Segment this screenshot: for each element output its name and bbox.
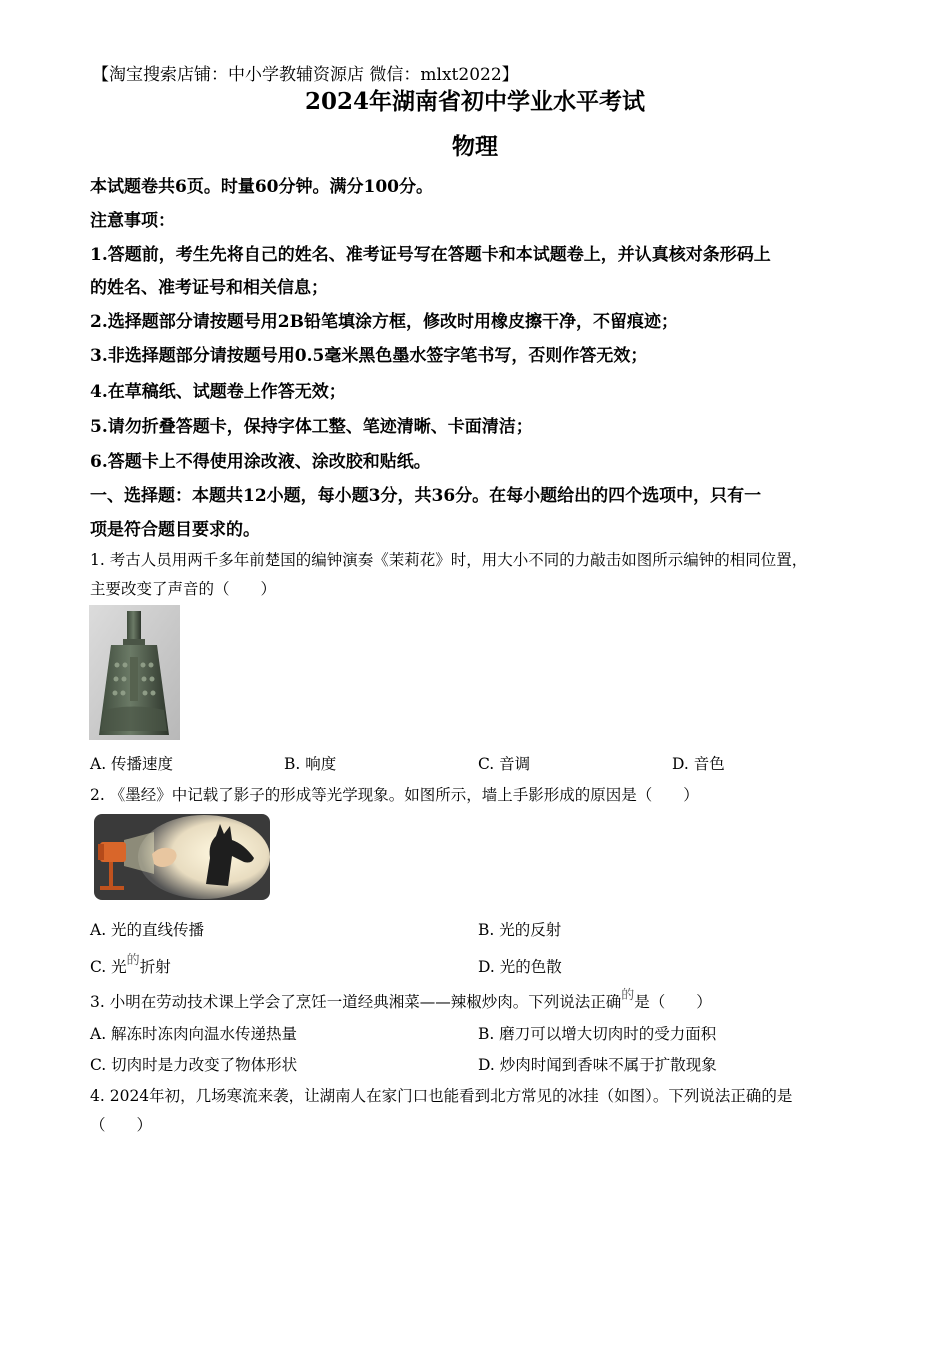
notice-line: 的姓名、准考证号和相关信息； (90, 278, 328, 298)
question-3-text (90, 990, 712, 1012)
section-heading: 项是符合题目要求的。 (90, 520, 260, 540)
option-d: D. 音色 (672, 755, 725, 773)
option-c: C. 切肉时是力改变了物体形状 (90, 1056, 298, 1074)
notice-line: 3.非选择题部分请按题号用0.5毫米黑色墨水签字笔书写，否则作答无效； (90, 346, 648, 366)
question-1-text: 1. 考古人员用两千多年前楚国的编钟演奏《茉莉花》时，用大小不同的力敲击如图所示编钟的相同位置， (90, 551, 808, 569)
section-heading: 一、选择题：本题共12小题，每小题3分，共36分。在每小题给出的四个选项中，只有一 (90, 486, 762, 506)
notice-line: 5.请勿折叠答题卡，保持字体工整、笔迹清晰、卡面清洁； (90, 417, 533, 437)
option-b: B. 光的反射 (478, 921, 562, 939)
option-a: A. 解冻时冻肉向温水传递热量 (90, 1025, 298, 1043)
notice-title: 注意事项： (90, 211, 175, 231)
exam-intro: 本试题卷共6页。时量60分钟。满分100分。 (90, 177, 433, 197)
page-header: 【淘宝搜索店铺：中小学教辅资源店 微信：mlxt2022】 (92, 65, 519, 85)
notice-line: 6.答题卡上不得使用涂改液、涂改胶和贴纸。 (90, 452, 431, 472)
question-2-text: 2. 《墨经》中记载了影子的形成等光学现象。如图所示，墙上手影形成的原因是（ ） (90, 786, 699, 804)
question-3-superscript: 的 (621, 988, 635, 1003)
question-4-text: 4. 2024年初，几场寒流来袭，让湖南人在家门口也能看到北方常见的冰挂（如图）。下列说法正确的是 (90, 1087, 793, 1105)
notice-line: 2.选择题部分请按题号用2B铅笔填涂方框，修改时用橡皮擦干净，不留痕迹； (90, 312, 678, 332)
exam-subject: 物理 (452, 133, 498, 160)
option-b: B. 响度 (284, 755, 337, 773)
question-3-part: 是（ ） (634, 993, 712, 1011)
option-d: D. 炒肉时闻到香味不属于扩散现象 (478, 1056, 717, 1074)
option-c-part: C. 光 (90, 958, 127, 976)
option-b: B. 磨刀可以增大切肉时的受力面积 (478, 1025, 717, 1043)
bronze-bell-image (89, 605, 180, 740)
question-1-text: 主要改变了声音的（ ） (90, 580, 277, 598)
option-c: C. 音调 (478, 755, 531, 773)
question-4-text: （ ） (90, 1116, 153, 1134)
option-c-part: 折射 (139, 958, 171, 976)
question-3-part: 3. 小明在劳动技术课上学会了烹饪一道经典湘菜——辣椒炒肉。下列说法正确 (90, 993, 622, 1011)
hand-shadow-image (94, 814, 270, 900)
option-a: A. 传播速度 (90, 755, 174, 773)
option-c-superscript: 的 (126, 953, 140, 968)
notice-line: 1.答题前，考生先将自己的姓名、准考证号写在答题卡和本试题卷上，并认真核对条形码上 (90, 245, 771, 265)
notice-line: 4.在草稿纸、试题卷上作答无效； (90, 382, 346, 402)
option-d: D. 光的色散 (478, 958, 562, 976)
option-a: A. 光的直线传播 (90, 921, 205, 939)
option-c (90, 955, 171, 977)
exam-title: 2024年湖南省初中学业水平考试 (304, 88, 645, 115)
